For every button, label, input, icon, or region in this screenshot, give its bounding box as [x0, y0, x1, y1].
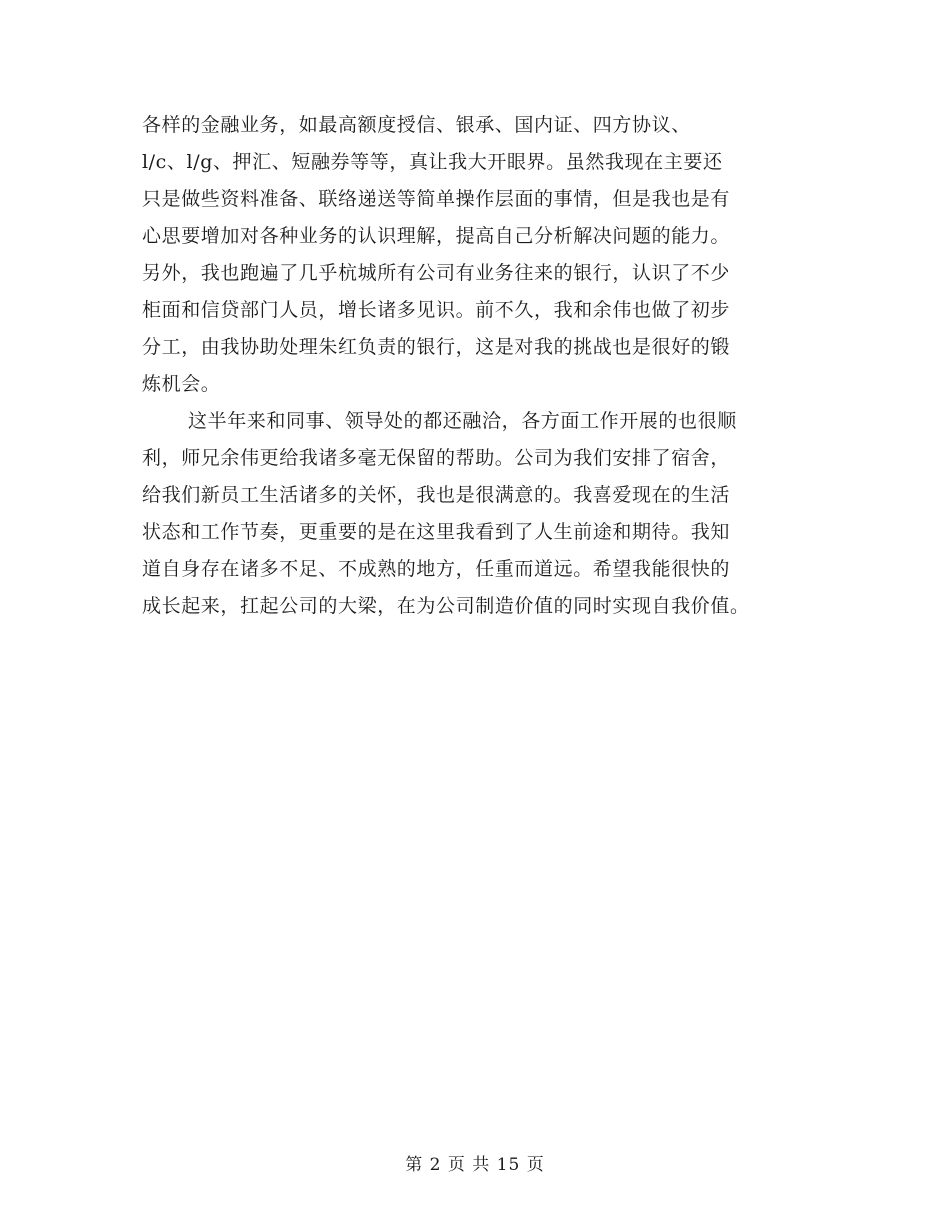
text-line: 各样的金融业务，如最高额度授信、银承、国内证、四方协议、	[142, 114, 691, 136]
text-line: 只是做些资料准备、联络递送等简单操作层面的事情，但是我也是有	[142, 188, 731, 210]
text-line: 给我们新员工生活诸多的关怀，我也是很满意的。我喜爱现在的生活	[142, 484, 731, 506]
text-line: l/c、l/g、押汇、短融券等等，真让我大开眼界。虽然我现在主要还	[142, 151, 723, 173]
text-line: 另外，我也跑遍了几乎杭城所有公司有业务往来的银行，认识了不少	[142, 262, 731, 284]
text-line: 炼机会。	[142, 373, 221, 395]
text-line: 状态和工作节奏，更重要的是在这里我看到了人生前途和期待。我知	[142, 521, 731, 543]
text-line: 心思要增加对各种业务的认识理解，提高自己分析解决问题的能力。	[142, 225, 731, 247]
paragraph-start-line: 这半年来和同事、领导处的都还融洽，各方面工作开展的也很顺	[188, 410, 737, 432]
text-line: 利，师兄余伟更给我诸多毫无保留的帮助。公司为我们安排了宿舍，	[142, 447, 731, 469]
text-line: 分工，由我协助处理朱红负责的银行，这是对我的挑战也是很好的锻	[142, 336, 731, 358]
page-number-footer: 第 2 页 共 15 页	[405, 1155, 545, 1175]
text-line: 柜面和信贷部门人员，增长诸多见识。前不久，我和余伟也做了初步	[142, 299, 731, 321]
text-line: 道自身存在诸多不足、不成熟的地方，任重而道远。希望我能很快的	[142, 558, 731, 580]
text-line: 成长起来，扛起公司的大梁，在为公司制造价值的同时实现自我价值。	[142, 595, 750, 617]
body-text	[142, 110, 832, 628]
